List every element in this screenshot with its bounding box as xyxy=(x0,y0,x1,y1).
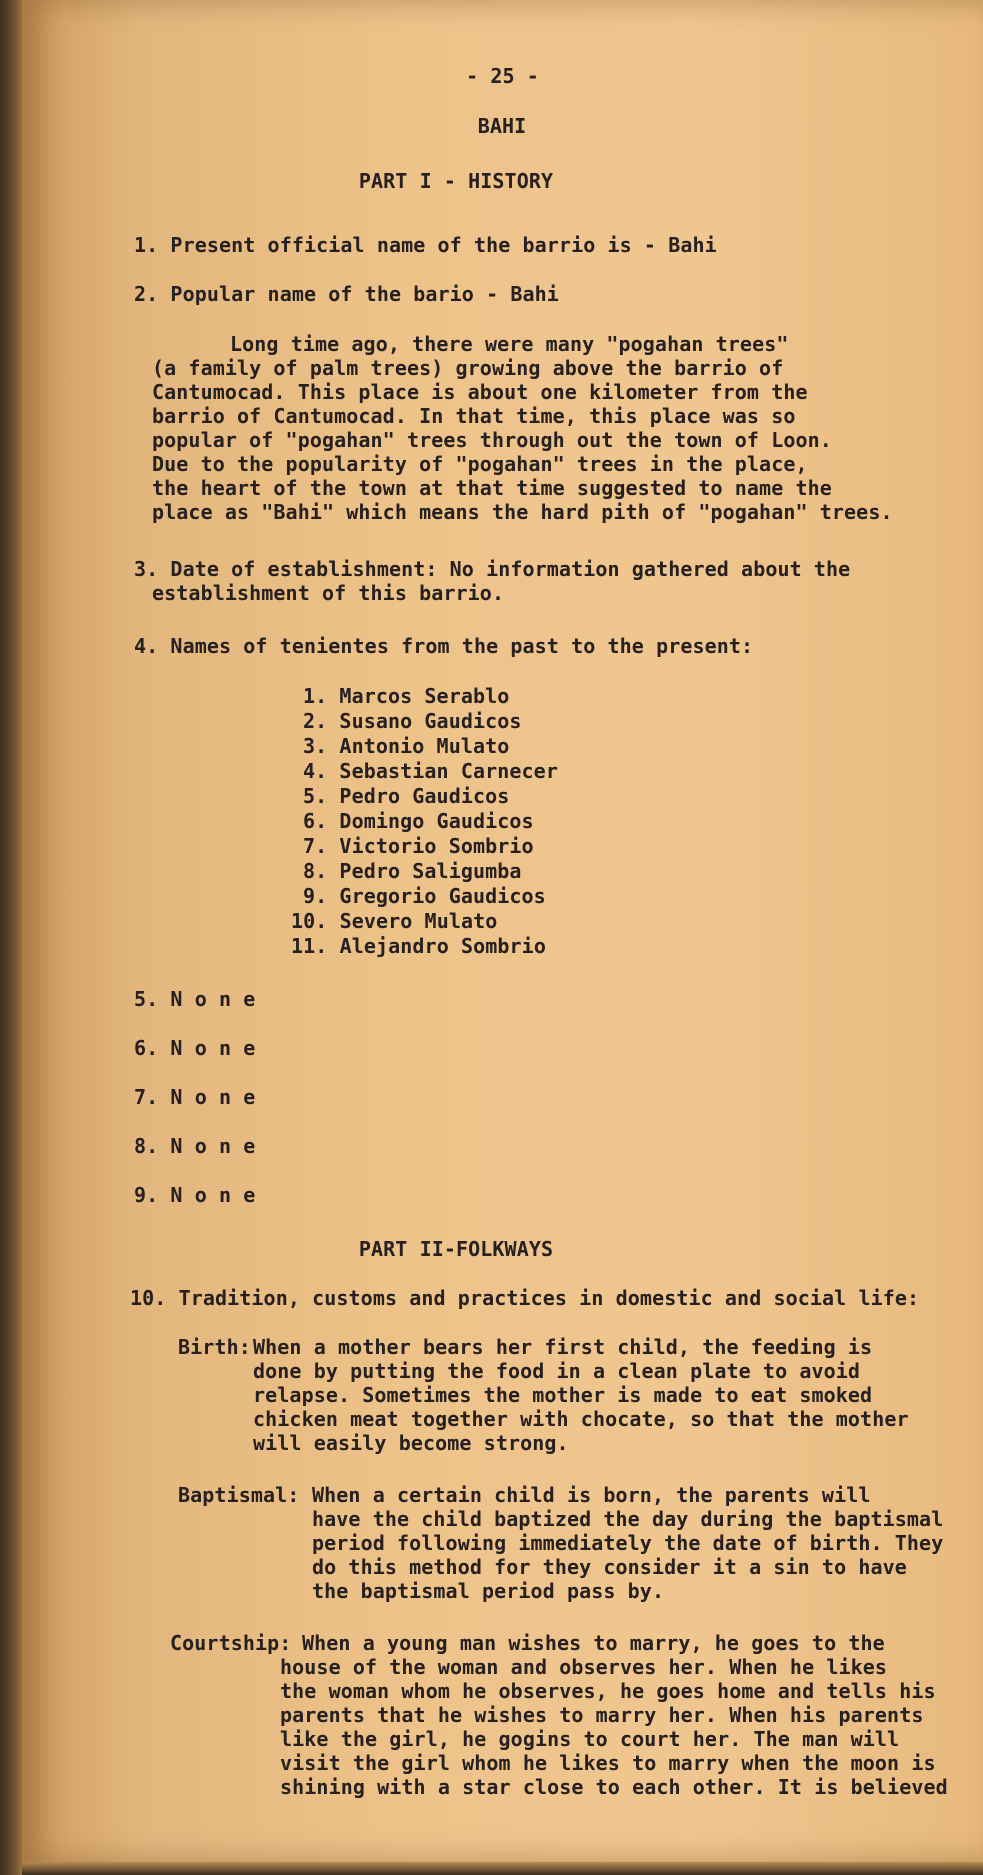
barrio-title: BAHI xyxy=(477,114,527,138)
birth-line: will easily become strong. xyxy=(253,1431,569,1455)
history-line: popular of "pogahan" trees through out the town of Loon. xyxy=(152,428,832,452)
teniente-item: 1. Marcos Serablo xyxy=(303,684,510,708)
teniente-item: 11. Alejandro Sombrio xyxy=(291,934,546,958)
teniente-item: 4. Sebastian Carnecer xyxy=(303,759,558,783)
courtship-line: like the girl, he gogins to court her. The man will xyxy=(280,1727,900,1751)
baptismal-line: do this method for they consider it a sin to have xyxy=(312,1555,907,1579)
courtship-line: house of the woman and observes her. When he likes xyxy=(280,1655,888,1679)
teniente-item: 9. Gregorio Gaudicos xyxy=(303,884,546,908)
item-5: 5. N o n e xyxy=(134,987,256,1011)
baptismal-line: have the child baptized the day during the baptismal xyxy=(312,1507,944,1531)
item-4: 4. Names of tenientes from the past to the present: xyxy=(134,634,754,658)
history-line: (a family of palm trees) growing above the barrio of xyxy=(152,356,784,380)
book-binding xyxy=(0,0,24,1875)
birth-line: relapse. Sometimes the mother is made to eat smoked xyxy=(253,1383,873,1407)
item-1: 1. Present official name of the barrio is - Bahi xyxy=(134,233,717,257)
baptismal-line: the baptismal period pass by. xyxy=(312,1579,665,1603)
courtship-label: Courtship: xyxy=(170,1631,292,1655)
teniente-item: 5. Pedro Gaudicos xyxy=(303,784,510,808)
history-line: Cantumocad. This place is about one kilometer from the xyxy=(152,380,808,404)
teniente-item: 3. Antonio Mulato xyxy=(303,734,510,758)
courtship-line: When a young man wishes to marry, he goes to the xyxy=(302,1631,885,1655)
item-10: 10. Tradition, customs and practices in domestic and social life: xyxy=(130,1286,920,1310)
item-6: 6. N o n e xyxy=(134,1036,256,1060)
baptismal-line: When a certain child is born, the parents will xyxy=(312,1483,871,1507)
teniente-item: 7. Victorio Sombrio xyxy=(303,834,534,858)
history-line: Long time ago, there were many "pogahan trees" xyxy=(230,332,789,356)
part2-title: PART II-FOLKWAYS xyxy=(358,1237,554,1261)
courtship-line: visit the girl whom he likes to marry when the moon is xyxy=(280,1751,936,1775)
part1-title: PART I - HISTORY xyxy=(358,169,554,193)
teniente-item: 10. Severo Mulato xyxy=(291,909,498,933)
teniente-item: 6. Domingo Gaudicos xyxy=(303,809,534,833)
courtship-line: shining with a star close to each other. It is believed xyxy=(280,1775,948,1799)
birth-line: chicken meat together with chocate, so that the mother xyxy=(253,1407,909,1431)
history-line: the heart of the town at that time suggested to name the xyxy=(152,476,832,500)
history-line: Due to the popularity of "pogahan" trees in the place, xyxy=(152,452,808,476)
teniente-item: 8. Pedro Saligumba xyxy=(303,859,522,883)
page-bottom-edge xyxy=(22,1862,983,1875)
teniente-item: 2. Susano Gaudicos xyxy=(303,709,522,733)
document-page xyxy=(22,0,983,1862)
baptismal-label: Baptismal: xyxy=(178,1483,300,1507)
item-2: 2. Popular name of the bario - Bahi xyxy=(134,282,559,306)
courtship-line: parents that he wishes to marry her. When his parents xyxy=(280,1703,924,1727)
courtship-line: the woman whom he observes, he goes home and tells his xyxy=(280,1679,936,1703)
history-line: place as "Bahi" which means the hard pith of "pogahan" trees. xyxy=(152,500,893,524)
history-line: barrio of Cantumocad. In that time, this place was so xyxy=(152,404,796,428)
baptismal-line: period following immediately the date of birth. They xyxy=(312,1531,944,1555)
item-8: 8. N o n e xyxy=(134,1134,256,1158)
item-3: 3. Date of establishment: No information gathered about the xyxy=(134,557,851,581)
birth-line: When a mother bears her first child, the feeding is xyxy=(253,1335,873,1359)
item-3-continued: establishment of this barrio. xyxy=(152,581,505,605)
birth-label: Birth: xyxy=(178,1335,251,1359)
item-7: 7. N o n e xyxy=(134,1085,256,1109)
page-number: - 25 - xyxy=(466,64,539,88)
item-9: 9. N o n e xyxy=(134,1183,256,1207)
birth-line: done by putting the food in a clean plate to avoid xyxy=(253,1359,861,1383)
